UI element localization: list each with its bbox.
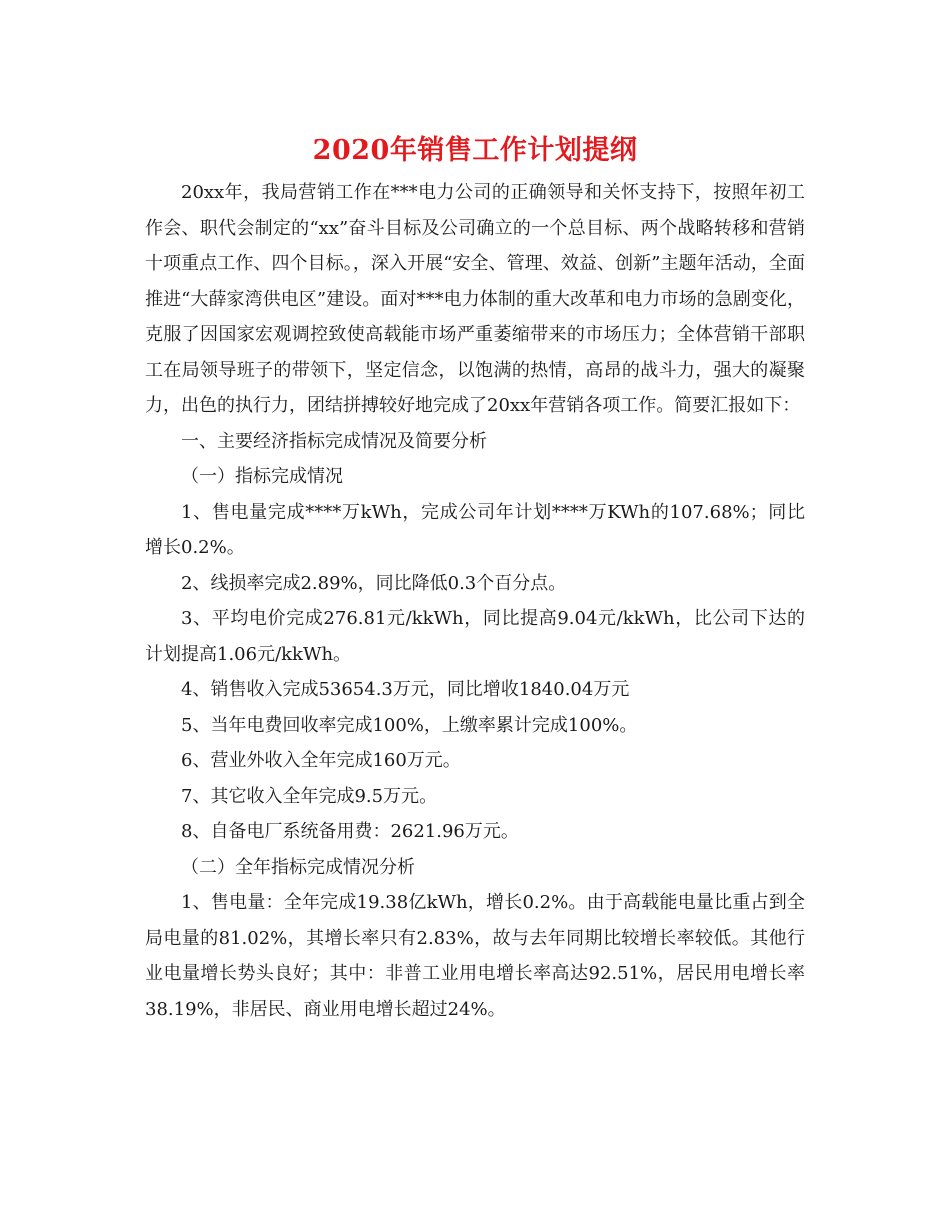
analysis-paragraph: 1、售电量：全年完成19.38亿kWh，增长0.2%。由于高载能电量比重占到全局电量的81.02%，其增长率只有2.83%，故与去年同期比较增长率较低。其他行业电量增长势头良好；其中：非普工业用电增长率高达92.51%，居民用电增长率38.19%，非居民、商业用电增长超过24%。 [145,892,805,1020]
list-item: 7、其它收入全年完成9.5万元。 [181,785,438,807]
list-item: 6、营业外收入全年完成160万元。 [181,750,461,771]
list-item: 1、售电量完成****万kWh，完成公司年计划****万KWh的107.68%；同比增长0.2%。 [145,501,805,558]
list-item: 2、线损率完成2.89%，同比降低0.3个百分点。 [181,572,567,594]
list-item: 5、当年电费回收率完成100%，上缴率累计完成100%。 [181,714,638,736]
subsection-heading-2: （二）全年指标完成情况分析 [181,856,415,878]
list-item: 4、销售收入完成53654.3万元，同比增收1840.04万元 [181,679,630,700]
list-item: 8、自备电厂系统备用费：2621.96万元。 [181,821,519,842]
section-heading-1: 一、主要经济指标完成情况及简要分析 [181,430,487,452]
subsection-heading-1: （一）指标完成情况 [181,466,343,487]
paragraph-intro: 20xx年，我局营销工作在***电力公司的正确领导和关怀支持下，按照年初工作会、职代会制定的“xx”奋斗目标及公司确立的一个总目标、两个战略转移和营销十项重点工作、四个目标。，深入开展“安全、管理、效益、创新”主题年活动，全面推进“大薛家湾供电区”建设。面对***电力体制的重大改革和电力市场的急剧变化，克服了因国家宏观调控致使高载能市场严重萎缩带来的市场压力；全体营销干部职工在局领导班子的带领下，坚定信念，以饱满的热情，高昂的战斗力，强大的凝聚力，出色的执行力，团结拼搏较好地完成了20xx年营销各项工作。简要汇报如下： [145,182,805,416]
list-item: 3、平均电价完成276.81元/kkWh，同比提高9.04元/kkWh，比公司下达的计划提高1.06元/kkWh。 [145,608,805,665]
document-body [145,175,805,1027]
document-title: 2020年销售工作计划提纲 [312,135,638,166]
